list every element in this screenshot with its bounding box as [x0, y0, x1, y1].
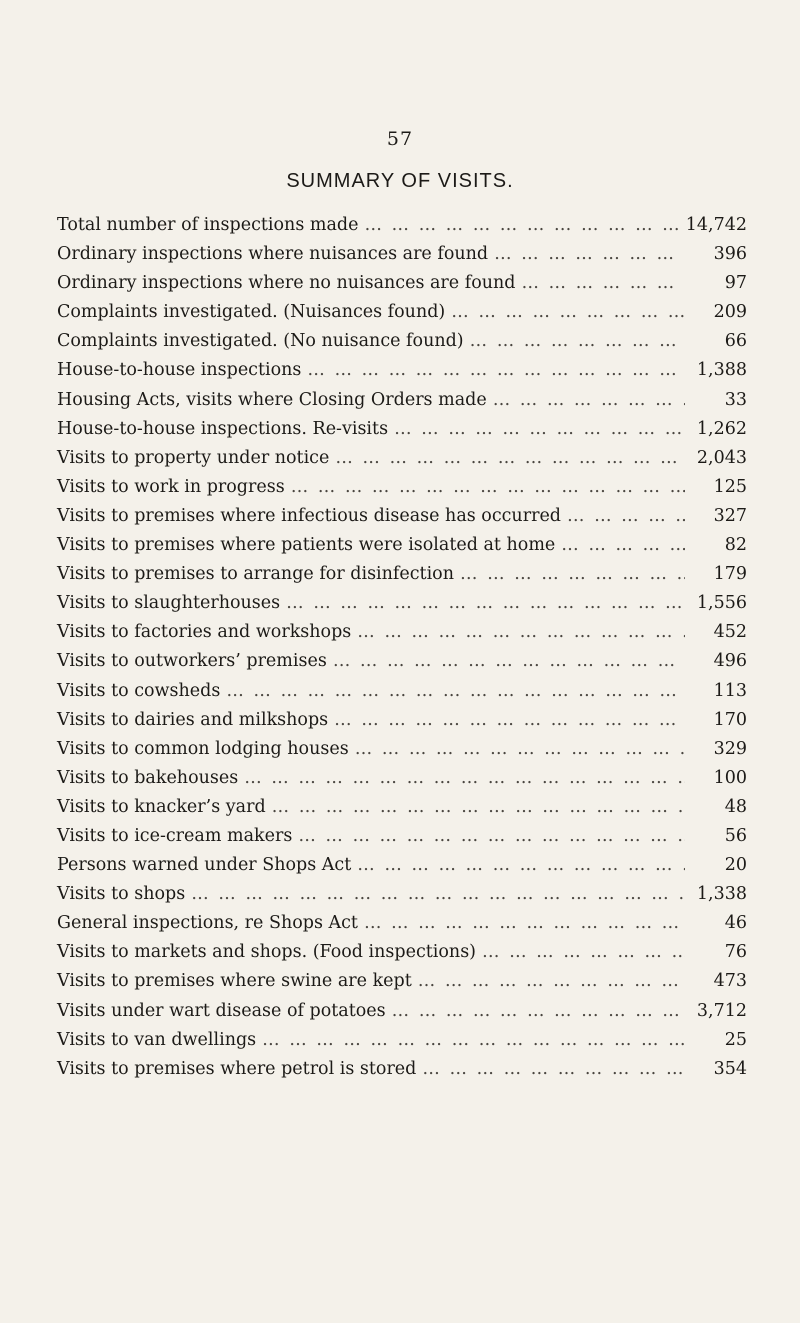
item-label: Visits to premises where infectious disease has occurred	[57, 505, 561, 526]
item-count: 170	[713, 709, 747, 730]
dot-leader	[328, 710, 685, 730]
item-count: 76	[724, 942, 747, 963]
item-count: 125	[713, 476, 747, 497]
item-count: 496	[713, 651, 747, 672]
dot-leader	[285, 477, 685, 497]
list-item	[57, 535, 747, 564]
item-label: Visits to premises where swine are kept	[57, 971, 412, 992]
item-count: 1,388	[696, 360, 747, 381]
list-item	[57, 739, 747, 768]
dot-leader	[416, 1059, 685, 1079]
item-label: Visits to premises where patients were isolated at home	[57, 535, 556, 556]
dot-leader	[476, 942, 685, 962]
dot-leader	[358, 215, 685, 235]
item-count: 179	[713, 564, 747, 585]
item-count: 329	[713, 738, 747, 759]
item-count: 14,742	[685, 215, 747, 235]
dot-leader	[515, 273, 685, 293]
dot-leader	[464, 331, 685, 351]
list-item	[57, 855, 747, 884]
item-count: 396	[713, 244, 747, 265]
dot-leader	[351, 855, 685, 875]
list-item	[57, 564, 747, 593]
list-item	[57, 942, 747, 971]
item-label: Visits under wart disease of potatoes	[57, 1000, 386, 1021]
item-label: Total number of inspections made	[57, 215, 359, 235]
list-item	[57, 390, 747, 419]
dot-leader	[220, 681, 685, 701]
item-count: 452	[713, 622, 747, 643]
item-count: 82	[724, 535, 747, 556]
item-count: 1,338	[696, 884, 747, 905]
list-item	[57, 797, 747, 826]
item-label: Visits to property under notice	[57, 447, 330, 468]
item-count: 48	[724, 796, 747, 817]
list-item	[57, 826, 747, 855]
item-label: Visits to shops	[57, 884, 186, 905]
item-count: 113	[713, 680, 747, 701]
dot-leader	[351, 622, 685, 642]
list-item	[57, 302, 747, 331]
dot-leader	[280, 593, 685, 613]
list-item	[57, 971, 747, 1000]
item-label: Visits to factories and workshops	[57, 622, 352, 643]
dot-leader	[266, 797, 685, 817]
item-label: General inspections, re Shops Act	[57, 913, 358, 934]
item-count: 97	[724, 273, 747, 294]
item-count: 327	[713, 505, 747, 526]
item-label: Ordinary inspections where no nuisances are found	[57, 273, 516, 294]
item-label: Housing Acts, visits where Closing Orders made	[57, 389, 487, 410]
item-count: 100	[713, 767, 747, 788]
list-item	[57, 448, 747, 477]
list-item	[57, 651, 747, 680]
list-item	[57, 273, 747, 302]
list-item	[57, 1030, 747, 1059]
list-item	[57, 768, 747, 797]
item-label: Visits to slaughterhouses	[57, 593, 281, 614]
page-number: 57	[386, 128, 414, 150]
dot-leader	[329, 448, 685, 468]
dot-leader	[301, 360, 685, 380]
list-item	[57, 913, 747, 942]
item-count: 20	[724, 855, 747, 876]
list-item	[57, 506, 747, 535]
dot-leader	[327, 651, 685, 671]
dot-leader	[561, 506, 685, 526]
dot-leader	[454, 564, 685, 584]
item-count: 3,712	[696, 1000, 747, 1021]
item-count: 33	[724, 389, 747, 410]
list-item	[57, 1059, 747, 1088]
item-label: Visits to premises where petrol is stored	[57, 1058, 417, 1079]
item-label: Persons warned under Shops Act	[57, 855, 352, 876]
dot-leader	[386, 1001, 685, 1021]
list-item	[57, 593, 747, 622]
item-count: 25	[724, 1029, 747, 1050]
item-count: 209	[713, 302, 747, 323]
dot-leader	[412, 971, 685, 991]
item-count: 1,556	[696, 593, 747, 614]
visits-summary-list	[57, 215, 747, 1088]
item-label: Complaints investigated. (Nuisances found)	[57, 302, 446, 323]
list-item	[57, 622, 747, 651]
list-item	[57, 681, 747, 710]
dot-leader	[185, 884, 685, 904]
item-label: Visits to dairies and milkshops	[57, 709, 329, 730]
item-count: 354	[713, 1058, 747, 1079]
item-label: House-to-house inspections. Re-visits	[57, 418, 389, 439]
item-label: Visits to cowsheds	[57, 680, 221, 701]
list-item	[57, 884, 747, 913]
dot-leader	[487, 390, 685, 410]
item-label: Visits to outworkers’ premises	[57, 651, 327, 672]
dot-leader	[349, 739, 685, 759]
item-label: Visits to knacker’s yard	[57, 796, 266, 817]
item-label: Visits to bakehouses	[57, 767, 239, 788]
item-label: Visits to work in progress	[57, 476, 285, 497]
list-item	[57, 331, 747, 360]
item-count: 46	[724, 913, 747, 934]
item-count: 2,043	[696, 447, 747, 468]
item-label: Visits to markets and shops. (Food inspections)	[57, 942, 477, 963]
dot-leader	[292, 826, 685, 846]
list-item	[57, 360, 747, 389]
item-label: Visits to van dwellings	[57, 1029, 257, 1050]
item-count: 66	[724, 331, 747, 352]
list-item	[57, 419, 747, 448]
item-label: Ordinary inspections where nuisances are found	[57, 244, 489, 265]
item-label: Complaints investigated. (No nuisance found)	[57, 331, 464, 352]
item-label: Visits to ice-cream makers	[57, 825, 293, 846]
list-item	[57, 244, 747, 273]
list-item	[57, 215, 747, 244]
dot-leader	[358, 913, 685, 933]
dot-leader	[555, 535, 685, 555]
item-label: Visits to common lodging houses	[57, 738, 349, 759]
dot-leader	[388, 419, 685, 439]
dot-leader	[445, 302, 685, 322]
item-label: Visits to premises to arrange for disinfection	[57, 564, 454, 585]
dot-leader	[488, 244, 685, 264]
dot-leader	[256, 1030, 685, 1050]
item-count: 473	[713, 971, 747, 992]
item-count: 56	[724, 825, 747, 846]
item-label: House-to-house inspections	[57, 360, 302, 381]
list-item	[57, 1001, 747, 1030]
list-item	[57, 477, 747, 506]
dot-leader	[238, 768, 685, 788]
item-count: 1,262	[696, 418, 747, 439]
page-title: SUMMARY OF VISITS.	[286, 170, 514, 192]
list-item	[57, 710, 747, 739]
